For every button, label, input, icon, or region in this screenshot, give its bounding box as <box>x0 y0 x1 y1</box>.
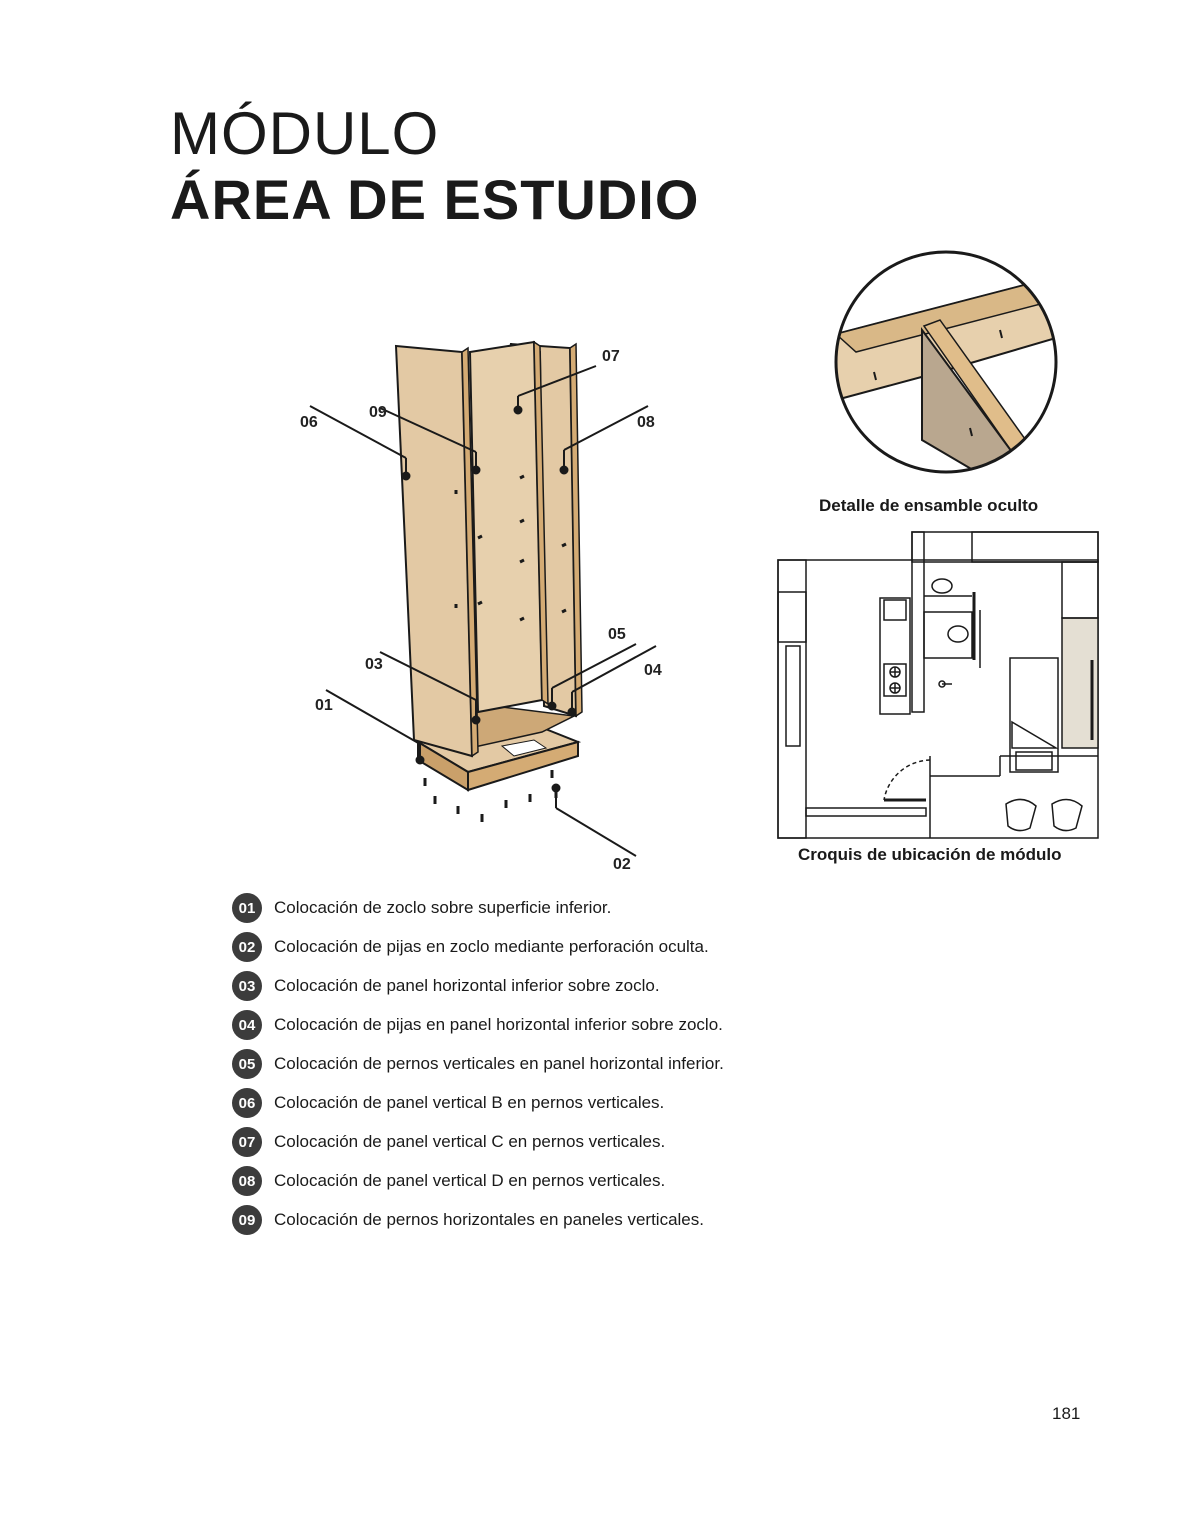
step-text: Colocación de pijas en zoclo mediante perforación oculta. <box>274 937 709 956</box>
step-text: Colocación de pijas en panel horizontal inferior sobre zoclo. <box>274 1015 723 1034</box>
page-number: 181 <box>1052 1404 1081 1423</box>
step-number-badge: 05 <box>232 1049 262 1079</box>
step-text: Colocación de panel vertical B en pernos verticales. <box>274 1093 665 1112</box>
step-item <box>232 1127 724 1157</box>
step-text: Colocación de pernos horizontales en paneles verticales. <box>274 1210 704 1229</box>
callout-05: 05 <box>608 626 626 643</box>
assembly-steps-list <box>232 893 724 1244</box>
step-number-badge: 06 <box>232 1088 262 1118</box>
location-caption: Croquis de ubicación de módulo <box>798 845 1062 864</box>
callout-03: 03 <box>365 656 383 673</box>
step-number-badge: 01 <box>232 893 262 923</box>
step-text: Colocación de zoclo sobre superficie inferior. <box>274 898 612 917</box>
callout-02: 02 <box>613 856 631 873</box>
step-item <box>232 1166 724 1196</box>
exploded-cabinet-diagram <box>300 342 662 873</box>
step-item <box>232 1088 724 1118</box>
step-text: Colocación de panel vertical D en pernos verticales. <box>274 1171 666 1190</box>
step-item <box>232 971 724 1001</box>
step-text: Colocación de pernos verticales en panel horizontal inferior. <box>274 1054 724 1073</box>
step-number-badge: 08 <box>232 1166 262 1196</box>
step-number-badge: 02 <box>232 932 262 962</box>
step-item <box>232 932 724 962</box>
step-number-badge: 03 <box>232 971 262 1001</box>
step-item <box>232 1205 724 1235</box>
callout-04: 04 <box>644 662 662 679</box>
callout-06: 06 <box>300 414 318 431</box>
floor-plan <box>778 532 1098 838</box>
callout-08: 08 <box>637 414 655 431</box>
step-number-badge: 09 <box>232 1205 262 1235</box>
callout-07: 07 <box>602 348 620 365</box>
title-module: MÓDULO <box>170 100 440 167</box>
detail-caption: Detalle de ensamble oculto <box>819 496 1039 515</box>
title-area: ÁREA DE ESTUDIO <box>170 168 700 231</box>
step-number-badge: 07 <box>232 1127 262 1157</box>
step-text: Colocación de panel vertical C en pernos verticales. <box>274 1132 666 1151</box>
step-item <box>232 1049 724 1079</box>
step-item <box>232 1010 724 1040</box>
hidden-joint-detail <box>836 252 1056 480</box>
panel-b <box>396 346 472 756</box>
step-text: Colocación de panel horizontal inferior sobre zoclo. <box>274 976 660 995</box>
callout-09: 09 <box>369 404 387 421</box>
step-number-badge: 04 <box>232 1010 262 1040</box>
panel-c <box>470 342 542 712</box>
callout-01: 01 <box>315 697 333 714</box>
step-item <box>232 893 724 923</box>
